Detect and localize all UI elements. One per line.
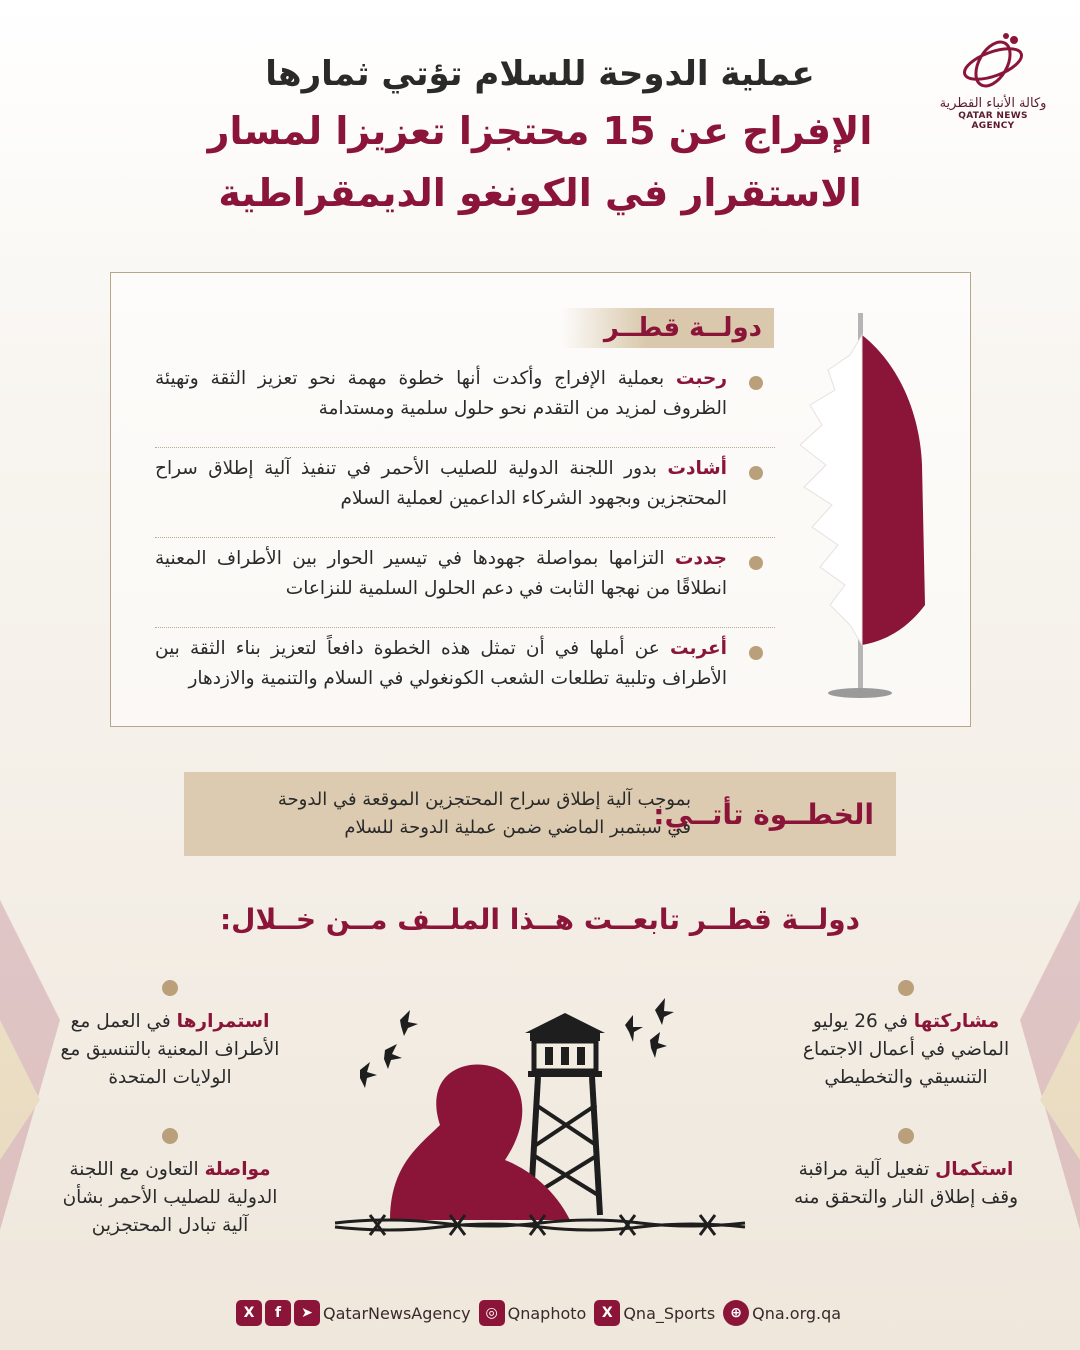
list-item	[155, 358, 775, 448]
list-item	[155, 538, 775, 628]
birds-icon	[360, 998, 674, 1088]
qatar-statements-list	[155, 358, 775, 718]
website-link[interactable]: Qna.org.qa	[752, 1303, 842, 1323]
follow-point-participation	[786, 980, 1026, 1092]
bullet-icon	[162, 980, 178, 996]
instagram-icon[interactable]: ◎	[479, 1300, 505, 1326]
logo-name-ar: وكالة الأنباء القطرية	[939, 96, 1047, 111]
item-text: بعملية الإفراج وأكدت أنها خطوة مهمة نحو تعزيز الثقة وتهيئة الظروف لمزيد من التقدم نحو حلول سلمية ومستدامة	[155, 368, 727, 419]
telegram-icon[interactable]: ➤	[294, 1300, 320, 1326]
detainee-illustration	[330, 995, 750, 1245]
point-text: في 26 يوليو الماضي في أعمال الاجتماع التنسيقي والتخطيطي	[802, 1011, 1010, 1088]
bullet-icon	[898, 980, 914, 996]
qna-logo	[938, 30, 1048, 131]
point-text: تفعيل آلية مراقبة وقف إطلاق النار والتحقق منه	[793, 1159, 1019, 1208]
social-group-main[interactable]	[236, 1300, 471, 1326]
list-item	[155, 448, 775, 538]
facebook-icon[interactable]: f	[265, 1300, 291, 1326]
point-keyword: استكمال	[935, 1159, 1014, 1180]
bullet-icon	[162, 1128, 178, 1144]
footer-social-links	[236, 1297, 856, 1329]
step-text-line-2: في سبتمبر الماضي ضمن عملية الدوحة للسلام	[344, 817, 691, 838]
point-keyword: استمرارها	[176, 1011, 270, 1032]
bullet-icon	[749, 556, 763, 570]
handle-qnaphoto[interactable]: Qnaphoto	[507, 1303, 587, 1323]
qna-emblem-icon	[958, 30, 1028, 94]
step-text-line-1: بموجب آلية إطلاق سراح المحتجزين الموقعة في الدوحة	[277, 789, 691, 810]
point-keyword: مواصلة	[204, 1159, 271, 1180]
headline-line-3: الاستقرار في الكونغو الديمقراطية	[218, 171, 862, 215]
headline-line-1: عملية الدوحة للسلام تؤتي ثمارها	[265, 54, 815, 94]
side-decoration-left	[0, 900, 60, 1230]
point-text: في العمل مع الأطراف المعنية بالتنسيق مع الولايات المتحدة	[60, 1011, 280, 1088]
handle-qna-sports[interactable]: Qna_Sports	[623, 1303, 716, 1323]
bullet-icon	[749, 466, 763, 480]
logo-name-en: QATAR NEWS AGENCY	[958, 111, 1028, 131]
x-icon[interactable]: X	[594, 1300, 620, 1326]
follow-point-continuation	[50, 980, 290, 1092]
step-box	[184, 772, 896, 856]
bullet-icon	[898, 1128, 914, 1144]
item-text: بدور اللجنة الدولية للصليب الأحمر في تنفيذ آلية إطلاق سراح المحتجزين وبجهود الشركاء الداعمين لعملية السلام	[155, 458, 727, 509]
social-group-photo[interactable]	[479, 1300, 587, 1326]
list-item	[155, 628, 775, 718]
item-text: عن أملها في أن تمثل هذه الخطوة دافعاً لتعزيز بناء الثقة بين الأطراف وتلبية تطلعات الشعب الكونغولي في السلام والتنمية والازدهار	[155, 638, 727, 689]
qatar-flag-icon	[790, 305, 940, 705]
follow-point-completion	[786, 1128, 1026, 1212]
headline	[200, 48, 880, 224]
item-keyword: جددت	[674, 548, 727, 569]
item-keyword: أشادت	[667, 458, 727, 479]
globe-icon[interactable]: ⊕	[723, 1300, 749, 1326]
bullet-icon	[749, 376, 763, 390]
x-icon[interactable]: X	[236, 1300, 262, 1326]
headline-line-2: الإفراج عن 15 محتجزا تعزيزا لمسار	[207, 109, 873, 153]
side-decoration-right	[1020, 900, 1080, 1230]
point-text: التعاون مع اللجنة الدولية للصليب الأحمر بشأن آلية تبادل المحتجزين	[62, 1159, 278, 1236]
social-group-sports[interactable]	[594, 1300, 715, 1326]
social-group-web[interactable]	[723, 1300, 841, 1326]
follow-up-title: دولــة قطــر تابعــت هــذا الملــف مــن خــلال:	[219, 903, 861, 936]
qatar-section-title: دولــة قطــر	[562, 308, 774, 348]
step-label: الخطــوة تأتــي:	[653, 797, 874, 831]
item-keyword: رحبت	[675, 368, 727, 389]
follow-point-cooperation	[50, 1128, 290, 1240]
step-text	[278, 786, 691, 842]
point-keyword: مشاركتها	[913, 1011, 1000, 1032]
item-keyword: أعربت	[669, 638, 727, 659]
bullet-icon	[749, 646, 763, 660]
handle-qatarnewsagency[interactable]: QatarNewsAgency	[323, 1303, 471, 1323]
item-text: التزامها بمواصلة جهودها في تيسير الحوار بين الأطراف المعنية انطلاقًا من نهجها الثابت في دعم الحلول السلمية للنزاعات	[155, 548, 727, 599]
